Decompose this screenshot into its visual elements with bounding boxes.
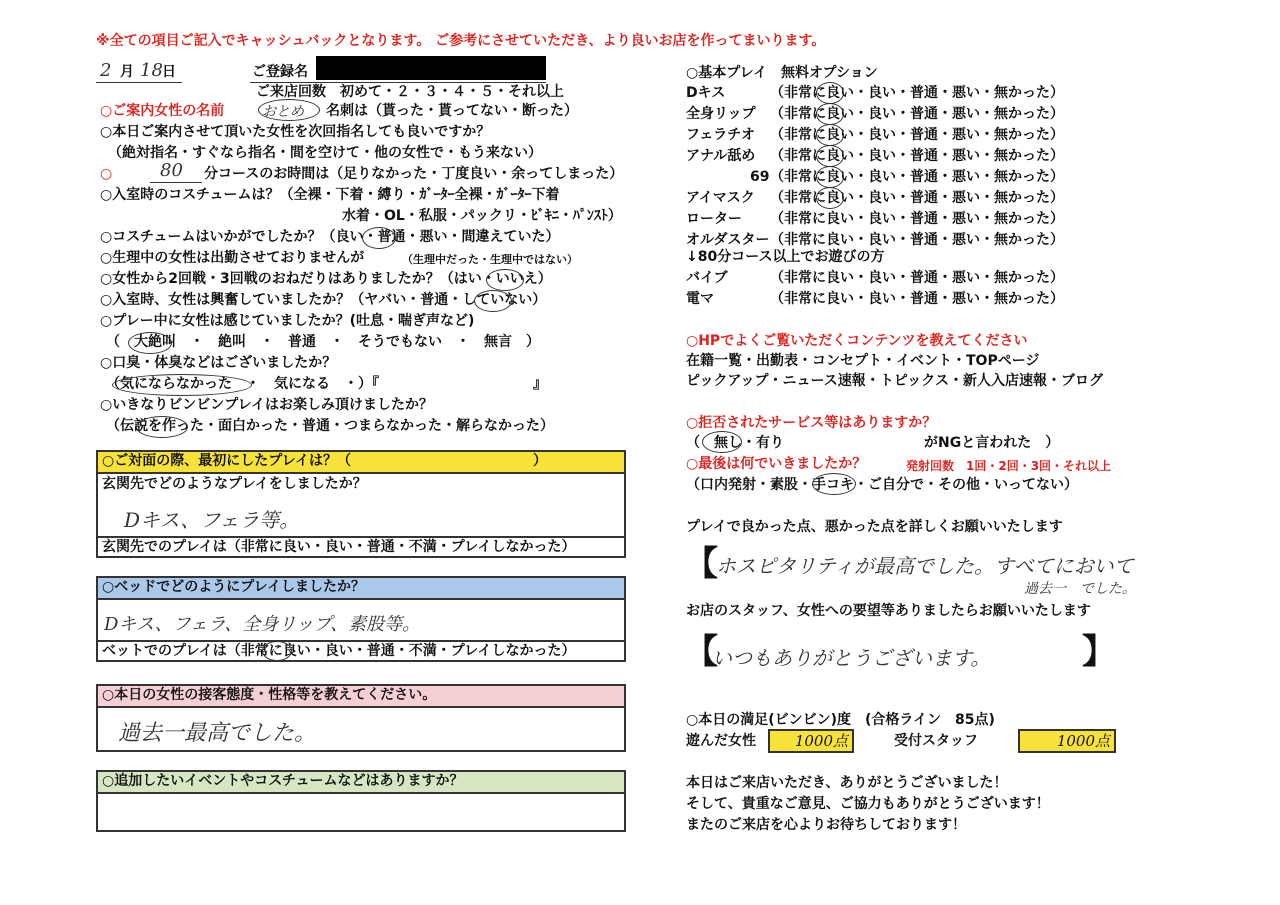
hp-line2: ピックアップ・ニュース速報・トピックス・新人入店速報・ブログ <box>686 373 1104 389</box>
section1-header: ○ご対面の際、最初にしたプレイは？（ ） <box>96 450 626 474</box>
option-name: バイブ <box>686 270 728 286</box>
hand-circle <box>816 82 844 104</box>
good-bad-handwritten[interactable]: ホスピタリティが最高でした。すべてにおいて <box>716 554 1134 578</box>
refused-header: ○拒否されたサービス等はありますか？ <box>686 415 937 431</box>
option-name: フェラチオ <box>686 127 756 143</box>
option-scale: （非常に良い・良い・普通・悪い・無かった） <box>770 211 1064 227</box>
date-underline <box>96 82 182 83</box>
option-name: アナル舐め <box>686 148 756 164</box>
refused-opts: （ 無し・有り がNGと言われた ） <box>686 435 1060 451</box>
hp-line1: 在籍一覧・出勤表・コンセプト・イベント・TOPページ <box>686 353 1040 369</box>
good-bad-handwritten-2[interactable]: 過去一 でした。 <box>1024 581 1136 597</box>
option-name: ローター <box>686 211 742 227</box>
satisfaction-label: ○本日の満足(ビンビン)度 (合格ライン 85点) <box>686 712 995 728</box>
option-scale: （非常に良い・良い・普通・悪い・無かった） <box>770 148 1064 164</box>
q-renominate-opts: （絶対指名・すぐなら指名・間を空けて・他の女性で・もう来ない） <box>108 145 542 161</box>
request-close-bracket: 】 <box>1082 632 1116 672</box>
good-bad-open-bracket: 【 <box>684 544 718 584</box>
basic-play-header: ○基本プレイ 無料オプション <box>686 65 878 81</box>
section1-rating: 玄関先でのプレイは（非常に良い・良い・普通・不満・プレイしなかった） <box>102 539 576 555</box>
option-name: Dキス <box>686 85 726 101</box>
girl-score-label: 遊んだ女性 <box>686 733 756 749</box>
q-second-round: ○女性から2回戦・3回戦のおねだりはありましたか？（はい・いいえ） <box>100 271 552 287</box>
q-girl-name-label: ○ご案内女性の名前 <box>100 103 225 119</box>
hand-circle <box>702 431 742 453</box>
section2-rating: ベットでのプレイは（非常に良い・良い・普通・不満・プレイしなかった） <box>102 643 576 659</box>
section4-box[interactable] <box>96 792 626 832</box>
section2-handwritten[interactable]: Dキス、フェラ、全身リップ、素股等。 <box>104 614 421 635</box>
section3-handwritten[interactable]: 過去一最高でした。 <box>118 721 317 746</box>
q-renominate: ○本日ご案内させて頂いた女性を次回指名しても良いですか？ <box>100 124 491 140</box>
hand-circle <box>816 166 844 188</box>
option-name: 69 <box>750 169 770 185</box>
section3-header: ○本日の女性の接客態度・性格等を教えてください。 <box>96 684 626 708</box>
section1-question: 玄関先でどのようなプレイをしましたか？ <box>102 476 367 492</box>
hand-circle <box>128 332 172 354</box>
hand-circle <box>486 269 524 291</box>
finish-header: ○最後は何でいきましたか？ <box>686 456 867 472</box>
date-day: 18 <box>140 60 163 81</box>
option-name: アイマスク <box>686 190 755 206</box>
q-felt: ○プレー中に女性は感じていましたか？(吐息・喘ぎ声など) <box>100 313 475 329</box>
hand-circle <box>816 103 844 125</box>
q-girl-name-hand: おとめ <box>262 104 304 120</box>
request-open-bracket: 【 <box>684 632 718 672</box>
request-handwritten[interactable]: いつもありがとうございます。 <box>712 646 991 670</box>
finish-opts: （口内発射・素股・手コキ・ご自分で・その他・いってない） <box>686 477 1078 493</box>
q-costume-cont: 水着・OL・私服・パックリ・ﾋﾞｷﾆ・ﾊﾟﾝｽﾄ） <box>342 208 622 224</box>
hand-circle <box>816 124 844 146</box>
thanks-line1: 本日はご来店いただき、ありがとうございました！ <box>686 775 1008 791</box>
q-costume: ○入室時のコスチュームは？（全裸・下着・縛り・ｶﾞｰﾀｰ全裸・ｶﾞｰﾀｰ下着 <box>100 187 560 203</box>
hand-circle <box>112 374 252 396</box>
hand-circle <box>362 227 396 249</box>
q-odor-opts: （気にならなかった ・ 気になる ・）『 』 <box>106 376 547 392</box>
q-course-hand: 80 <box>160 160 183 181</box>
section2-header: ○ベッドでどのようにプレイしましたか？ <box>96 576 626 600</box>
hand-circle <box>816 145 844 167</box>
notice-text: ※全ての項目ご記入でキャッシュバックとなります。 ご参考にさせていただき、より良いお店を作ってまいります。 <box>96 33 826 49</box>
staff-score-label: 受付スタッフ <box>894 733 978 749</box>
course-underline <box>150 182 202 183</box>
option-name: オルダスター <box>686 232 770 248</box>
date-month: 2 <box>100 60 112 81</box>
date-month-label: 月 <box>120 64 134 80</box>
q-period-small: （生理中だった・生理中ではない） <box>402 253 578 266</box>
hand-circle <box>258 99 320 121</box>
thanks-line3: またのご来店を心よりお待ちしております！ <box>686 817 966 833</box>
hand-circle <box>136 416 188 438</box>
hand-circle <box>816 187 844 209</box>
finish-count: 発射回数 1回・2回・3回・それ以上 <box>906 459 1112 473</box>
option-scale: （非常に良い・良い・普通・悪い・無かった） <box>770 169 1064 185</box>
q-period: ○生理中の女性は出勤させておりませんが <box>100 250 365 266</box>
hand-circle <box>812 473 856 495</box>
q-binbin: ○いきなりビンビンプレイはお楽しみ頂けましたか？ <box>100 397 433 413</box>
option-scale: （非常に良い・良い・普通・悪い・無かった） <box>770 232 1064 248</box>
girl-score-field[interactable]: 1000点 <box>768 729 854 753</box>
course80-note: ↓80分コース以上でお遊びの方 <box>686 249 885 265</box>
option-name: 全身リップ <box>686 106 756 122</box>
q-course-bullet: ○ <box>100 166 113 182</box>
request-label: お店のスタッフ、女性への要望等ありましたらお願いいたします <box>686 603 1091 619</box>
q-binbin-opts: （伝説を作った・面白かった・普通・つまらなかった・解らなかった） <box>106 418 554 434</box>
staff-score-field[interactable]: 1000点 <box>1018 729 1116 753</box>
registered-name-label: ご登録名 <box>252 64 308 80</box>
q-meishi: 名刺は（貰った・貰ってない・断った） <box>326 103 578 119</box>
q-excited: ○入室時、女性は興奮していましたか？（ヤバい・普通・していない） <box>100 292 547 308</box>
q-costume-eval: ○コスチュームはいかがでしたか？（良い・普通・悪い・間違えていた） <box>100 229 560 245</box>
section1-handwritten[interactable]: Dキス、フェラ等。 <box>124 508 300 532</box>
option-scale: （非常に良い・良い・普通・悪い・無かった） <box>770 190 1064 206</box>
option-scale: （非常に良い・良い・普通・悪い・無かった） <box>770 85 1064 101</box>
section4-header: ○追加したいイベントやコスチュームなどはありますか？ <box>96 770 626 794</box>
good-bad-label: プレイで良かった点、悪かった点を詳しくお願いいたします <box>686 519 1063 535</box>
option-scale: （非常に良い・良い・普通・悪い・無かった） <box>770 106 1064 122</box>
q-odor: ○口臭・体臭などはございましたか？ <box>100 355 337 371</box>
hand-circle <box>262 641 292 661</box>
date-day-label: 日 <box>162 64 176 80</box>
thanks-line2: そして、貴重なご意見、ご協力もありがとうございます！ <box>686 796 1050 812</box>
q-course: 分コースのお時間は（足りなかった・丁度良い・余ってしまった） <box>204 166 624 182</box>
option-name: 電マ <box>686 291 714 307</box>
hp-header: ○HPでよくご覧いただくコンテンツを教えてください <box>686 333 1028 349</box>
hand-circle <box>474 290 512 312</box>
q-felt-opts: （ 大絶叫 ・ 絶叫 ・ 普通 ・ そうでもない ・ 無言 ） <box>106 334 540 350</box>
option-scale: （非常に良い・良い・普通・悪い・無かった） <box>770 270 1064 286</box>
option-scale: （非常に良い・良い・普通・悪い・無かった） <box>770 127 1064 143</box>
redacted-name <box>316 56 546 80</box>
visit-count: ご来店回数 初めて・２・３・４・５・それ以上 <box>256 84 564 100</box>
option-scale: （非常に良い・良い・普通・悪い・無かった） <box>770 291 1064 307</box>
